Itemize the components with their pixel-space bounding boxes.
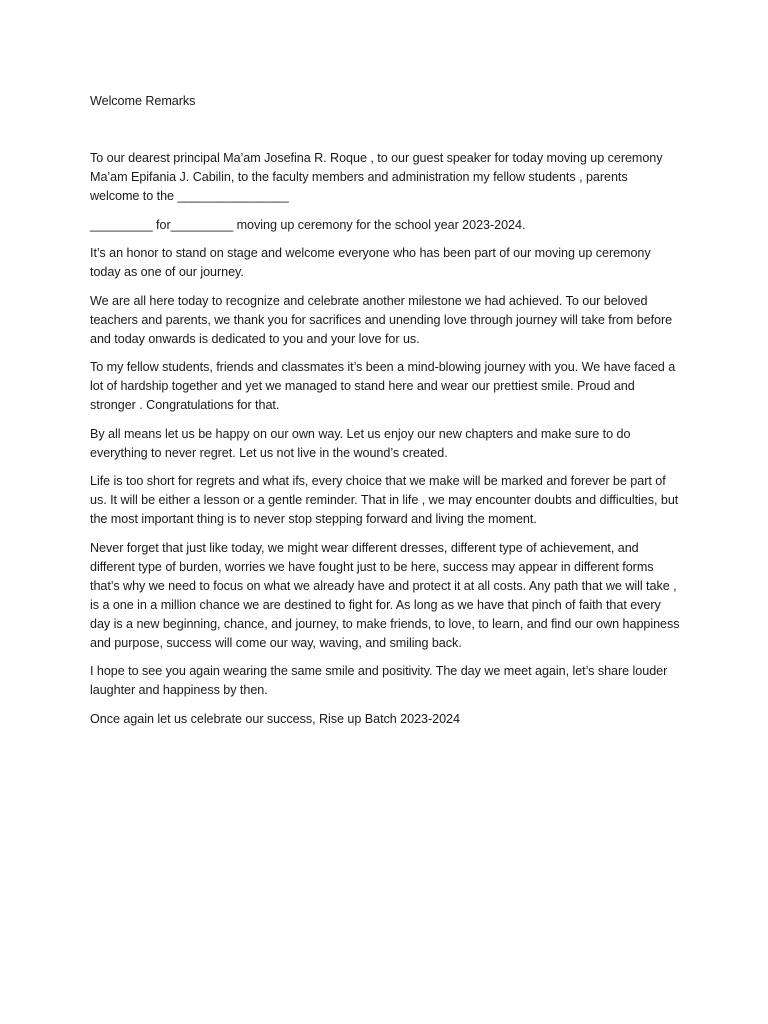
document-body [90, 92, 680, 738]
paragraph-hope: I hope to see you again wearing the same smile and positivity. The day we meet again, let’s share louder laughter and happiness by then. [90, 664, 668, 697]
paragraph-blanks: _________ for_________ moving up ceremony for the school year 2023-2024. [90, 217, 526, 232]
paragraph-never-forget: Never forget that just like today, we might wear different dresses, different type of achievement, and different type of burden, worries we have fought just to be here, success may appear in different forms that’s why we need to focus on what we already have and protect it at all costs. Any path that we will take , is a one in a million chance we are destined to fight for. As long as we have that pinch of faith that every day is a new beginning, chance, and journey, to make friends, to love, to learn, and find our own happiness and purpose, success will come our way, waving, and smiling back. [90, 540, 680, 650]
paragraph-honor: It’s an honor to stand on stage and welcome everyone who has been part of our moving up ceremony today as one of our journey. [90, 246, 651, 279]
paragraph-milestone: We are all here today to recognize and celebrate another milestone we had achieved. To our beloved teachers and parents, we thank you for sacrifices and unending love through journey will take from before and today onwards is dedicated to you and your love for us. [90, 293, 673, 346]
paragraph-closing: Once again let us celebrate our success, Rise up Batch 2023-2024 [90, 711, 460, 726]
paragraph-salutation: To our dearest principal Ma’am Josefina R. Roque , to our guest speaker for today moving up ceremony Ma’am Epifania J. Cabilin, to the faculty members and administration my fellow students , parents welcome to the ________________ [90, 151, 663, 203]
paragraph-be-happy: By all means let us be happy on our own way. Let us enjoy our new chapters and make sure to do everything to never regret. Let us not live in the wound’s created. [90, 426, 631, 460]
document-title: Welcome Remarks [90, 94, 196, 108]
paragraph-life-short: Life is too short for regrets and what ifs, every choice that we make will be marked and forever be part of us. It will be either a lesson or a gentle reminder. That in life , we may encounter doubts and difficulties, but the most important thing is to never stop stepping forward and living the moment. [90, 474, 679, 526]
paragraph-fellow-students: To my fellow students, friends and classmates it’s been a mind-blowing journey with you. We have faced a lot of hardship together and yet we managed to stand here and wear our prettiest smile. Proud and stronger . Congratulations for that. [90, 360, 676, 412]
